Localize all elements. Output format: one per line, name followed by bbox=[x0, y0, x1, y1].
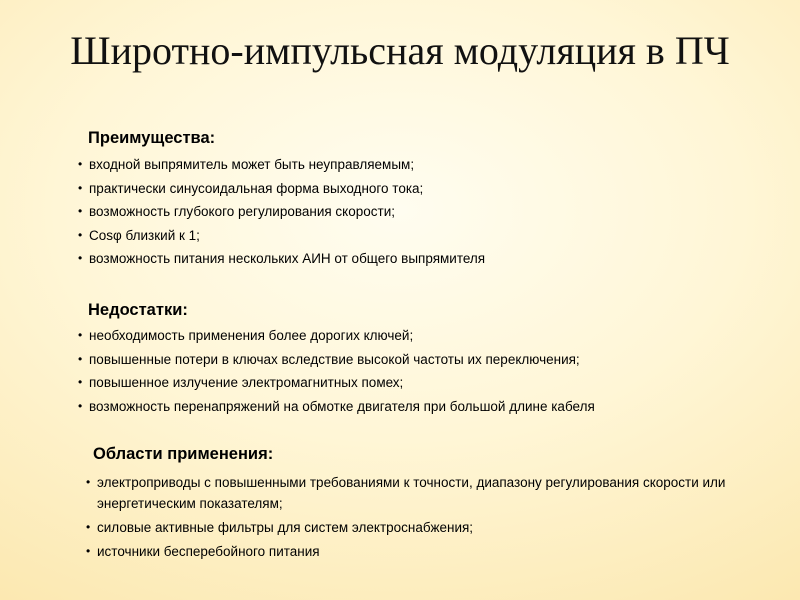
list-item: • входной выпрямитель может быть неуправляемым; bbox=[78, 153, 485, 177]
list-item: • источники бесперебойного питания bbox=[86, 540, 746, 564]
slide-title: Широтно-импульсная модуляция в ПЧ bbox=[70, 28, 730, 73]
list-item: • повышенные потери в ключах вследствие высокой частоты их переключения; bbox=[78, 348, 595, 372]
applications-list bbox=[86, 472, 746, 563]
disadvantages-heading: Недостатки: bbox=[88, 301, 188, 319]
disadvantages-list bbox=[78, 324, 595, 418]
advantages-heading: Преимущества: bbox=[88, 129, 216, 147]
list-item: • силовые активные фильтры для систем электроснабжения; bbox=[86, 516, 746, 540]
list-item: • электроприводы с повышенными требованиями к точности, диапазону регулирования скорости или энергетическим показателям; bbox=[86, 472, 746, 514]
applications-heading: Области применения: bbox=[93, 445, 274, 463]
list-item: • возможность питания нескольких АИН от общего выпрямителя bbox=[78, 247, 485, 271]
list-item: • повышенное излучение электромагнитных помех; bbox=[78, 371, 595, 395]
advantages-list bbox=[78, 153, 485, 271]
list-item: • возможность перенапряжений на обмотке двигателя при большой длине кабеля bbox=[78, 395, 595, 419]
list-item: • Cosφ близкий к 1; bbox=[78, 224, 485, 248]
list-item: • практически синусоидальная форма выходного тока; bbox=[78, 177, 485, 201]
list-item: • возможность глубокого регулирования скорости; bbox=[78, 200, 485, 224]
list-item: • необходимость применения более дорогих ключей; bbox=[78, 324, 595, 348]
